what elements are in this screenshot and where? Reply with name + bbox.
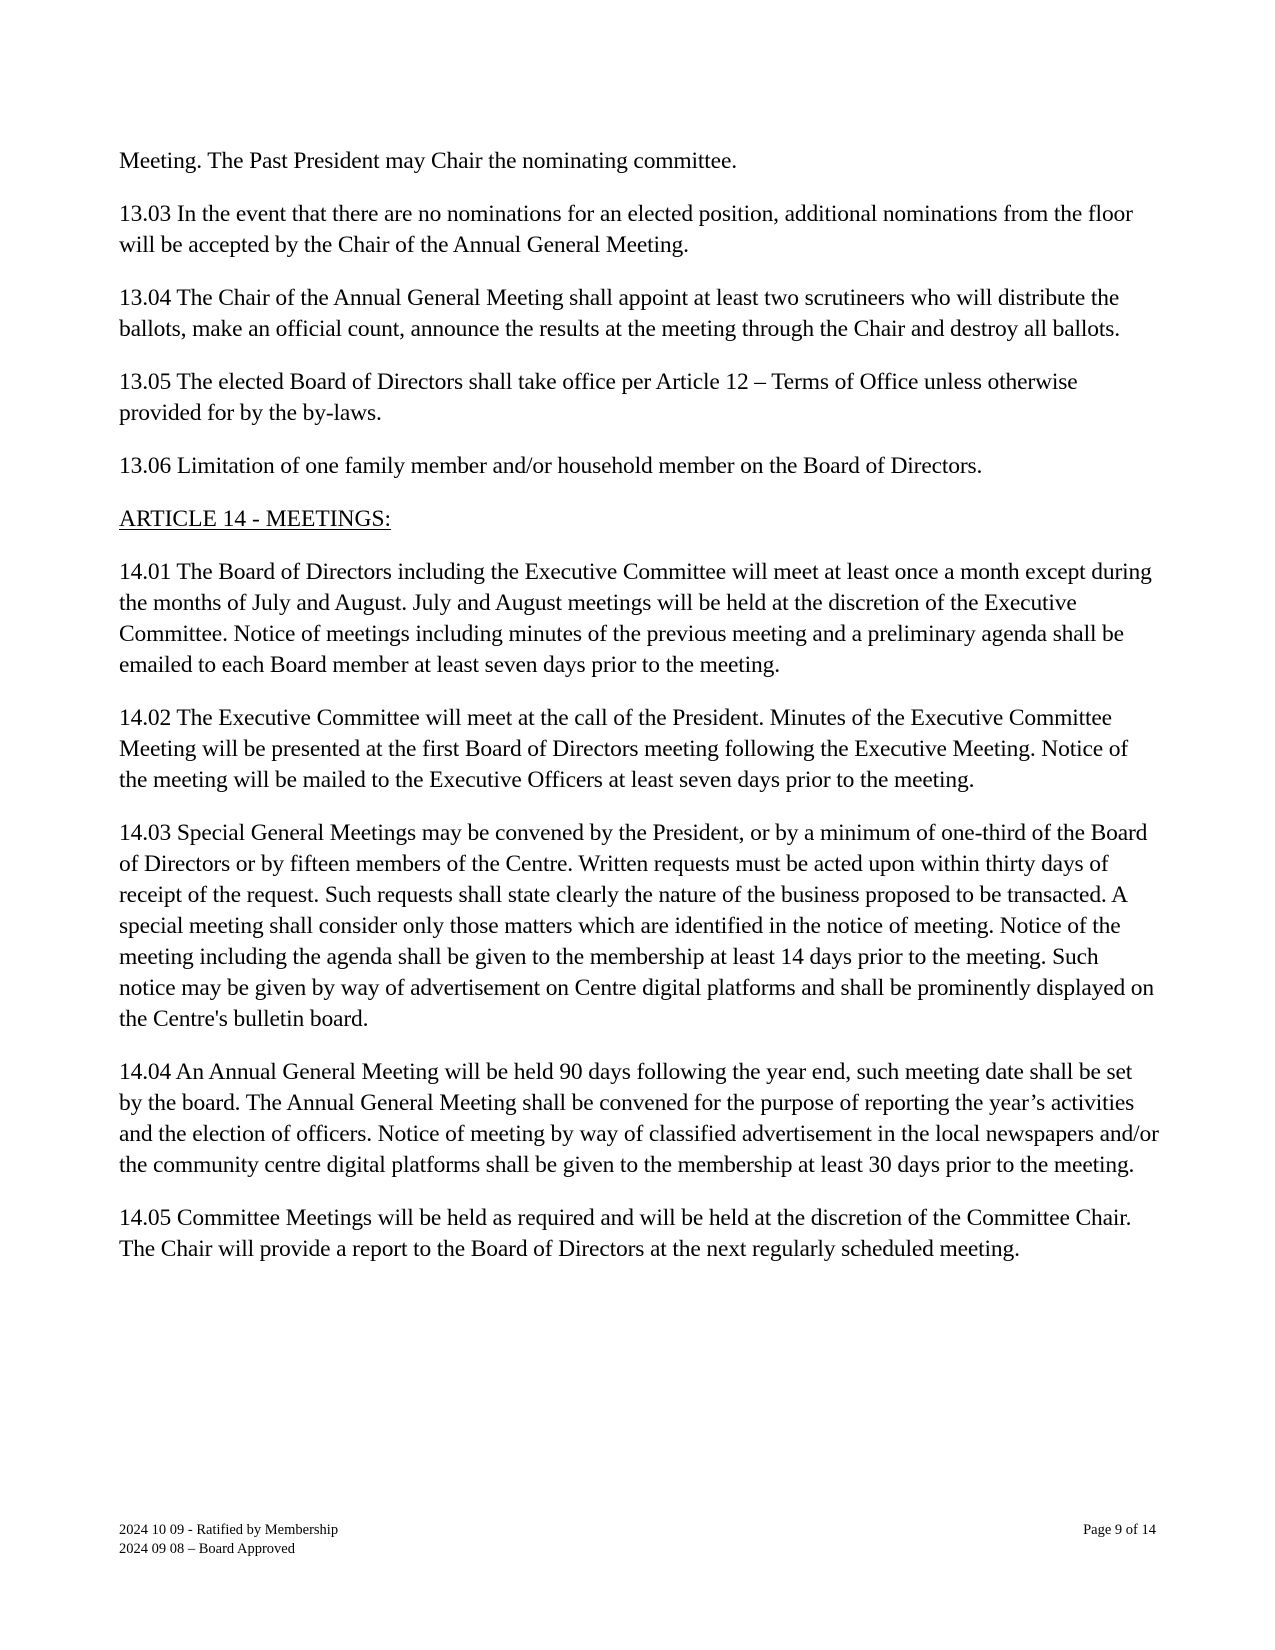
footer-ratified-date: 2024 10 09 - Ratified by Membership bbox=[119, 1522, 339, 1538]
paragraph-13-03: 13.03 In the event that there are no nominations for an elected position, additional nominations from the floor will be accepted by the Chair of the Annual General Meeting. bbox=[119, 201, 1133, 258]
paragraph-14-05: 14.05 Committee Meetings will be held as required and will be held at the discretion of the Committee Chair. The Chair will provide a report to the Board of Directors at the next regularly scheduled meeting. bbox=[119, 1205, 1132, 1262]
paragraph-14-03: 14.03 Special General Meetings may be convened by the President, or by a minimum of one-third of the Board of Directors or by fifteen members of the Centre. Written requests must be acted upon within thirty days of receipt of the request. Such requests shall state clearly the nature of the business proposed to be transacted. A special meeting shall consider only those matters which are identified in the notice of meeting. Notice of the meeting including the agenda shall be given to the membership at least 14 days prior to the meeting. Such notice may be given by way of advertisement on Centre digital platforms and shall be prominently displayed on the Centre's bulletin board. bbox=[119, 820, 1155, 1032]
footer-approved-date: 2024 09 08 – Board Approved bbox=[119, 1541, 295, 1557]
paragraph-13-05: 13.05 The elected Board of Directors shall take office per Article 12 – Terms of Office unless otherwise provided for by the by-laws. bbox=[119, 369, 1078, 426]
paragraph-14-04: 14.04 An Annual General Meeting will be held 90 days following the year end, such meeting date shall be set by the board. The Annual General Meeting shall be convened for the purpose of reporting the year’s activities and the election of officers. Notice of meeting by way of classified advertisement in the local newspapers and/or the community centre digital platforms shall be given to the membership at least 30 days prior to the meeting. bbox=[119, 1059, 1159, 1178]
document-body bbox=[119, 146, 1159, 1287]
footer-dates bbox=[119, 1521, 338, 1559]
paragraph-13-04: 13.04 The Chair of the Annual General Meeting shall appoint at least two scrutineers who will distribute the ballots, make an official count, announce the results at the meeting through the Chair and destroy all ballots. bbox=[119, 285, 1120, 342]
paragraph-13-06: 13.06 Limitation of one family member and/or household member on the Board of Directors. bbox=[119, 453, 983, 479]
article-14-heading: ARTICLE 14 - MEETINGS: bbox=[119, 506, 392, 532]
paragraph-14-01: 14.01 The Board of Directors including the Executive Committee will meet at least once a month except during the months of July and August. July and August meetings will be held at the discretion of the Executive Committee. Notice of meetings including minutes of the previous meeting and a preliminary agenda shall be emailed to each Board member at least seven days prior to the meeting. bbox=[119, 559, 1152, 678]
footer-page-number: Page 9 of 14 bbox=[1083, 1522, 1156, 1538]
paragraph-14-02: 14.02 The Executive Committee will meet at the call of the President. Minutes of the Executive Committee Meeting will be presented at the first Board of Directors meeting following the Executive Meeting. Notice of the meeting will be mailed to the Executive Officers at least seven days prior to the meeting. bbox=[119, 705, 1129, 793]
paragraph-13-02-continuation: Meeting. The Past President may Chair the nominating committee. bbox=[119, 148, 737, 174]
